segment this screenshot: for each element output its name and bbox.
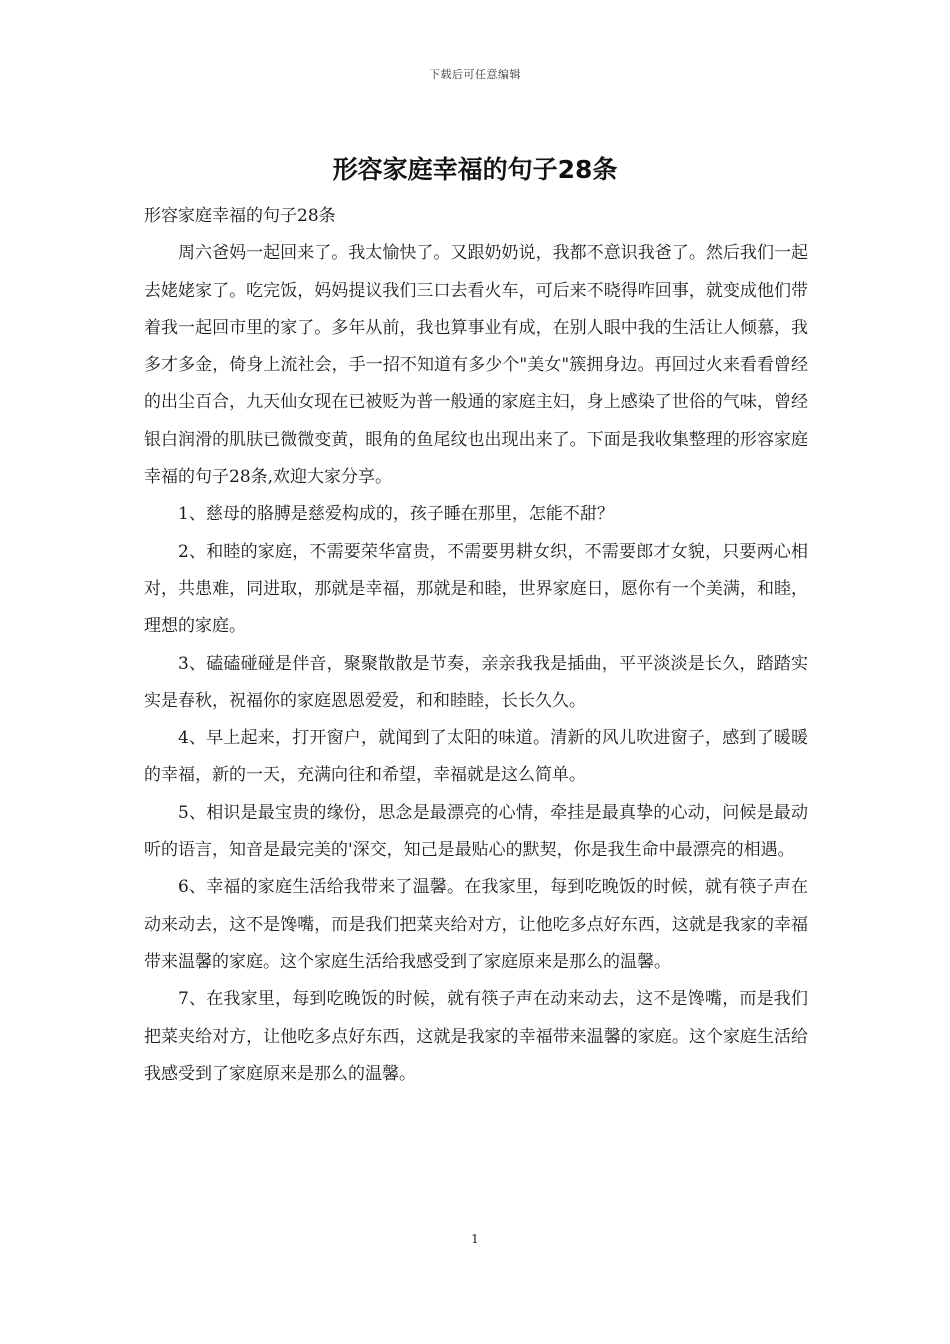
sentence-5: 5、相识是最宝贵的缘份，思念是最漂亮的心情，牵挂是最真挚的心动，问候是最动听的语言，知音是最完美的'深交，知己是最贴心的默契，你是我生命中最漂亮的相遇。 [144, 802, 808, 861]
sentence-6: 6、幸福的家庭生活给我带来了温馨。在我家里，每到吃晚饭的时候，就有筷子声在动来动去，这不是馋嘴，而是我们把菜夹给对方，让他吃多点好东西，这就是我家的幸福带来温馨的家庭。这个家庭生活给我感受到了家庭原来是那么的温馨。 [144, 877, 808, 972]
intro-paragraph: 周六爸妈一起回来了。我太愉快了。又跟奶奶说，我都不意识我爸了。然后我们一起去姥姥家了。吃完饭，妈妈提议我们三口去看火车，可后来不晓得咋回事，就变成他们带着我一起回市里的家了。多年从前，我也算事业有成，在别人眼中我的生活让人倾慕，我多才多金，倚身上流社会，手一招不知道有多少个"美女"簇拥身边。再回过火来看看曾经的出尘百合，九天仙女现在已被贬为普一般通的家庭主妇，身上感染了世俗的气味，曾经银白润滑的肌肤已微微变黄，眼角的鱼尾纹也出现出来了。下面是我收集整理的形容家庭幸福的句子28条,欢迎大家分享。 [144, 243, 808, 488]
page-number: 1 [471, 1232, 479, 1246]
document-body [144, 198, 808, 1093]
sentence-2: 2、和睦的家庭，不需要荣华富贵，不需要男耕女织，不需要郎才女貌，只要两心相对，共患难，同进取，那就是幸福，那就是和睦，世界家庭日，愿你有一个美满，和睦，理想的家庭。 [144, 541, 808, 637]
sentence-4: 4、早上起来，打开窗户，就闻到了太阳的味道。清新的风儿吹进窗子，感到了暖暖的幸福，新的一天，充满向往和希望，幸福就是这么简单。 [144, 728, 808, 786]
sentence-1: 1、慈母的胳膊是慈爱构成的，孩子睡在那里，怎能不甜？ [178, 504, 614, 525]
sentence-3: 3、磕磕碰碰是伴音，聚聚散散是节奏，亲亲我我是插曲，平平淡淡是长久，踏踏实实是春秋，祝福你的家庭恩恩爱爱，和和睦睦，长长久久。 [144, 653, 808, 711]
subtitle-line: 形容家庭幸福的句子28条 [144, 206, 336, 226]
document-title: 形容家庭幸福的句子28条 [332, 155, 618, 184]
header-note: 下载后可任意编辑 [429, 68, 521, 81]
sentence-7: 7、在我家里，每到吃晚饭的时候，就有筷子声在动来动去，这不是馋嘴，而是我们把菜夹给对方，让他吃多点好东西，这就是我家的幸福带来温馨的家庭。这个家庭生活给我感受到了家庭原来是那么的温馨。 [144, 989, 808, 1084]
